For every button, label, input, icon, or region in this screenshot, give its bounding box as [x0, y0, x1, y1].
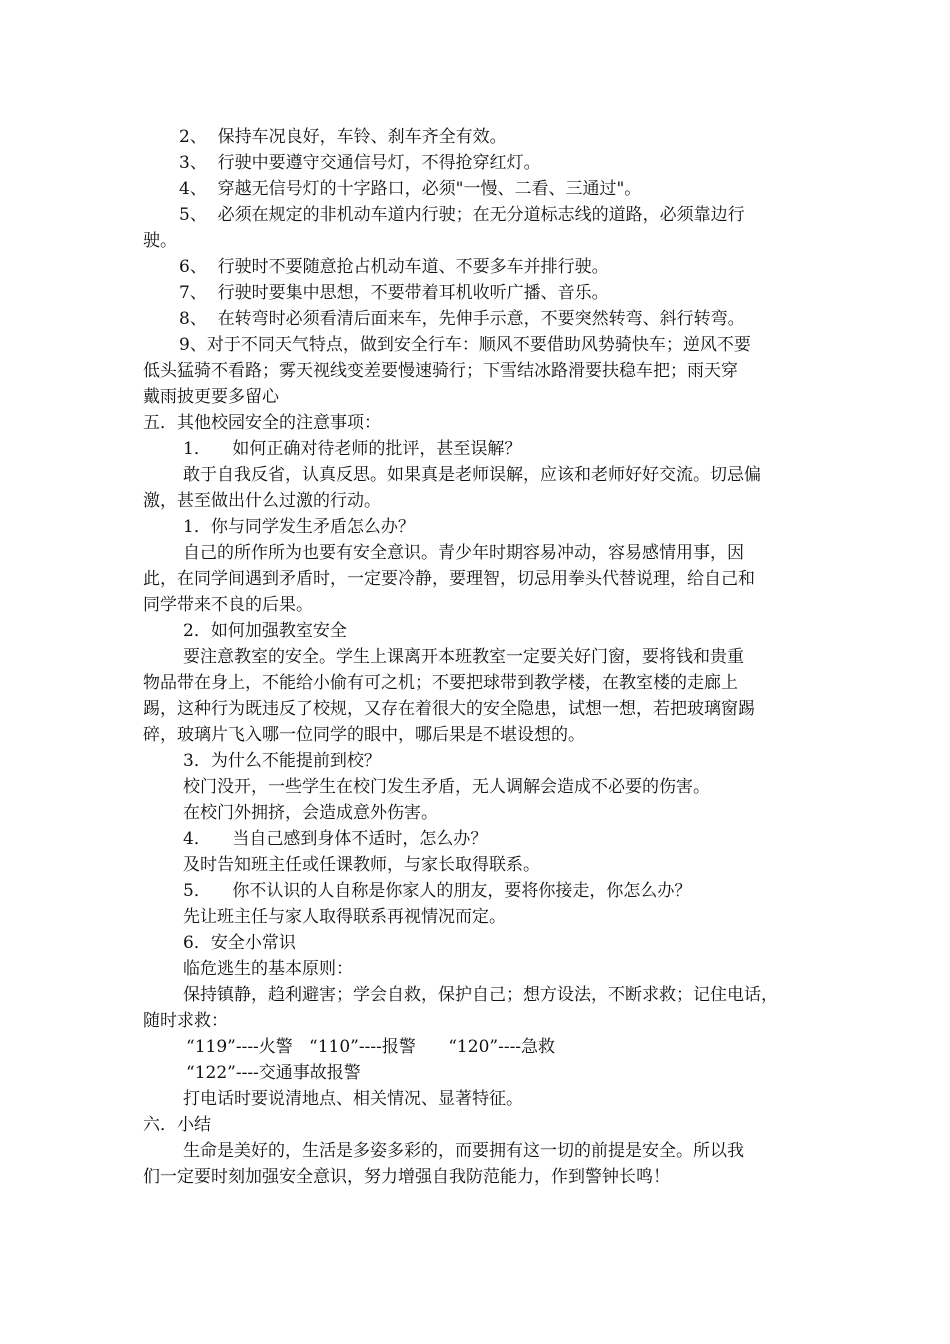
answer-1: 敢于自我反省，认真反思。如果真是老师误解，应该和老师好好交流。切忌偏 [183, 465, 761, 485]
rule-9-cont-2: 戴雨披更要多留心 [143, 387, 279, 407]
answer-classmate-cont-1: 此，在同学间遇到矛盾时，一定要冷静，要理智，切忌用拳头代替说理，给自己和 [143, 569, 755, 589]
rule-9-cont-1: 低头猛骑不看路；雾天视线变差要慢速骑行；下雪结冰路滑要扶稳车把；雨天穿 [143, 361, 738, 381]
answer-classroom-cont-2: 踢，这种行为既违反了校规，又存在着很大的安全隐患，试想一想，若把玻璃窗踢 [143, 699, 755, 719]
rule-5-cont: 驶。 [143, 231, 177, 251]
answer-stranger: 先让班主任与家人取得联系再视情况而定。 [183, 907, 506, 927]
section-6-heading: 六．小结 [143, 1115, 211, 1135]
escape-principles-cont: 随时求救： [143, 1011, 228, 1031]
answer-classroom-cont-1: 物品带在身上，不能给小偷有可之机；不要把球带到教学楼，在教室楼的走廊上 [143, 673, 738, 693]
rule-2: 2、 保持车况良好，车铃、刹车齐全有效。 [179, 127, 507, 147]
answer-classroom-cont-3: 碎，玻璃片飞入哪一位同学的眼中，哪后果是不堪设想的。 [143, 725, 585, 745]
question-unwell: 4． 当自己感到身体不适时，怎么办？ [183, 829, 488, 849]
safety-tips-heading: 6．安全小常识 [183, 933, 296, 953]
escape-principles: 临危逃生的基本原则： [183, 959, 353, 979]
escape-principles-text: 保持镇静，趋利避害；学会自救，保护自己；想方设法，不断求救；记住电话， [183, 985, 778, 1005]
rule-4: 4、 穿越无信号灯的十字路口，必须"一慢、二看、三通过"。 [179, 179, 642, 199]
call-instructions: 打电话时要说清地点、相关情况、显著特征。 [183, 1089, 523, 1109]
answer-unwell: 及时告知班主任或任课教师，与家长取得联系。 [183, 855, 540, 875]
question-1: 1． 如何正确对待老师的批评，甚至误解？ [183, 439, 522, 459]
rule-6: 6、 行驶时不要随意抢占机动车道、不要多车并排行驶。 [179, 257, 609, 277]
section-5-heading: 五．其他校园安全的注意事项： [143, 413, 381, 433]
rule-8: 8、 在转弯时必须看清后面来车，先伸手示意，不要突然转弯、斜行转弯。 [179, 309, 745, 329]
answer-early-2: 在校门外拥挤，会造成意外伤害。 [183, 803, 438, 823]
question-classroom: 2．如何加强教室安全 [183, 621, 347, 641]
emergency-numbers-2: “122”----交通事故报警 [186, 1063, 361, 1083]
rule-7: 7、 行驶时要集中思想，不要带着耳机收听广播、音乐。 [179, 283, 609, 303]
rule-3: 3、 行驶中要遵守交通信号灯，不得抢穿红灯。 [179, 153, 541, 173]
answer-1-cont: 激，甚至做出什么过激的行动。 [143, 491, 381, 511]
emergency-numbers-1: “119”----火警 “110”----报警 “120”----急救 [186, 1037, 556, 1057]
rule-5: 5、 必须在规定的非机动车道内行驶；在无分道标志线的道路，必须靠边行 [179, 205, 745, 225]
summary-text-cont: 们一定要时刻加强安全意识，努力增强自我防范能力，作到警钟长鸣！ [143, 1167, 670, 1187]
question-stranger: 5． 你不认识的人自称是你家人的朋友，要将你接走，你怎么办？ [183, 881, 692, 901]
question-early: 3．为什么不能提前到校？ [183, 751, 381, 771]
summary-text: 生命是美好的，生活是多姿多彩的，而要拥有这一切的前提是安全。所以我 [183, 1141, 744, 1161]
answer-early-1: 校门没开，一些学生在校门发生矛盾，无人调解会造成不必要的伤害。 [183, 777, 710, 797]
question-classmate: 1．你与同学发生矛盾怎么办？ [183, 517, 415, 537]
rule-9: 9、对于不同天气特点，做到安全行车：顺风不要借助风势骑快车；逆风不要 [179, 335, 751, 355]
answer-classmate-cont-2: 同学带来不良的后果。 [143, 595, 313, 615]
answer-classroom: 要注意教室的安全。学生上课离开本班教室一定要关好门窗，要将钱和贵重 [183, 647, 744, 667]
answer-classmate: 自己的所作所为也要有安全意识。青少年时期容易冲动，容易感情用事，因 [183, 543, 744, 563]
